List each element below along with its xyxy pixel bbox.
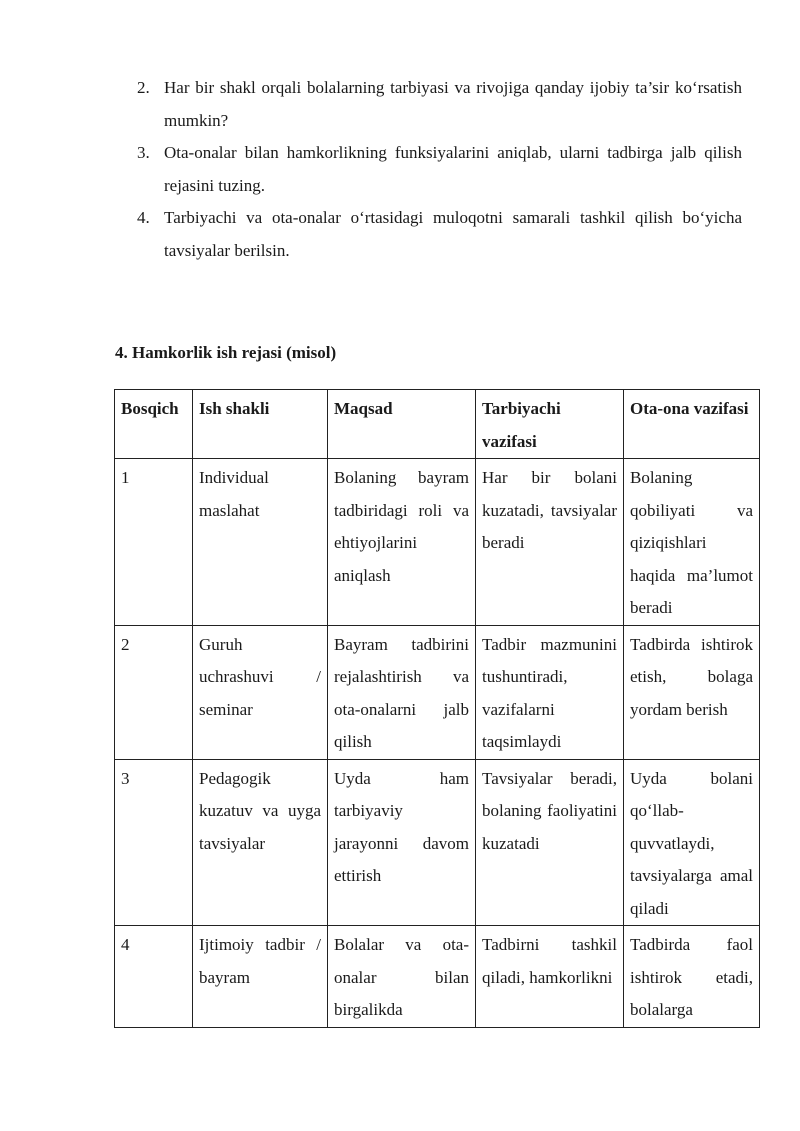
header-stage: Bosqich [115,390,193,459]
table-row [115,926,760,1028]
cell-stage: 2 [115,625,193,759]
cell-goal: Bayram tadbirini rejalashtirish va ota-onalarni jalb qilish [328,625,476,759]
cell-teacher-task: Tadbirni tashkil qiladi, hamkorlikni [476,926,624,1028]
list-item [137,202,742,267]
task-list [137,72,742,267]
cell-teacher-task: Tavsiyalar beradi, bolaning faoliyatini kuzatadi [476,759,624,926]
list-text: Har bir shakl orqali bolalarning tarbiyasi va rivojiga qanday ijobiy ta’sir ko‘rsatish mumkin? [164,78,742,130]
cell-stage: 4 [115,926,193,1028]
cell-teacher-task: Har bir bolani kuzatadi, tavsiyalar beradi [476,459,624,626]
table-header-row [115,390,760,459]
list-text: Tarbiyachi va ota-onalar o‘rtasidagi muloqotni samarali tashkil qilish bo‘yicha tavsiyalar berilsin. [164,208,742,260]
cell-parent-task: Uyda bolani qo‘llab-quvvatlaydi, tavsiyalarga amal qiladi [624,759,760,926]
cell-parent-task: Tadbirda ishtirok etish, bolaga yordam berish [624,625,760,759]
table-row [115,759,760,926]
list-item [137,137,742,202]
cell-teacher-task: Tadbir mazmunini tushuntiradi, vazifalarni taqsimlaydi [476,625,624,759]
cell-work-form: Pedagogik kuzatuv va uyga tavsiyalar [193,759,328,926]
list-number: 3. [137,143,150,162]
cell-parent-task: Tadbirda faol ishtirok etadi, bolalarga [624,926,760,1028]
list-number: 4. [137,208,150,227]
header-parent-task: Ota-ona vazifasi [624,390,760,459]
table-row [115,625,760,759]
header-work-form: Ish shakli [193,390,328,459]
header-teacher-task: Tarbiyachi vazifasi [476,390,624,459]
cell-stage: 1 [115,459,193,626]
cell-work-form: Ijtimoiy tadbir / bayram [193,926,328,1028]
table-row [115,459,760,626]
section-heading: 4. Hamkorlik ish rejasi (misol) [115,343,337,362]
cell-goal: Bolalar va ota-onalar bilan birgalikda [328,926,476,1028]
list-text: Ota-onalar bilan hamkorlikning funksiyalarini aniqlab, ularni tadbirga jalb qilish rejasini tuzing. [164,143,742,195]
list-number: 2. [137,78,150,97]
cell-goal: Bolaning bayram tadbiridagi roli va ehtiyojlarini aniqlash [328,459,476,626]
cell-work-form: Individual maslahat [193,459,328,626]
list-item [137,72,742,137]
header-goal: Maqsad [328,390,476,459]
cell-parent-task: Bolaning qobiliyati va qiziqishlari haqida ma’lumot beradi [624,459,760,626]
cell-work-form: Guruh uchrashuvi / seminar [193,625,328,759]
cell-goal: Uyda ham tarbiyaviy jarayonni davom ettirish [328,759,476,926]
cell-stage: 3 [115,759,193,926]
work-plan-table [114,389,760,1028]
